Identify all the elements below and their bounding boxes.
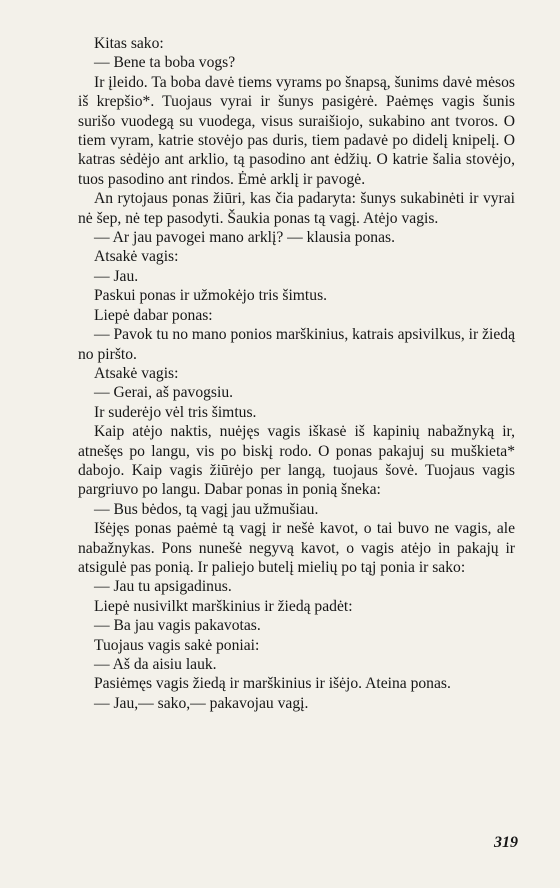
paragraph: — Jau,— sako,— pakavojau vagį.	[94, 694, 309, 712]
page-number: 319	[494, 834, 518, 851]
paragraph: Atsakė vagis:	[94, 364, 179, 382]
paragraph: — Bene ta boba vogs?	[94, 54, 236, 72]
paragraph: — Bus bėdos, tą vagį jau užmušiau.	[94, 500, 319, 518]
paragraph: Liepė dabar ponas:	[94, 306, 213, 324]
paragraph: Ir įleido. Ta boba davė tiems vyrams po šnapsą, šunims davė mėsos iš krepšio*. Tuojaus vyrai ir šunys pasigėrė. Paėmęs vagis šunis surišo vuodegą su vuodega, visus suraišiojo, sukabino ant tvoros. O tiem vyram, katrie stovėjo pas duris, tiem padavė po didelį knipelį. O katras sėdėjo ant arklio, tą pasodino ant ėdžių. O katrie šalia stovėjo, tuos pasodino ant rindos. Ėmė arklį ir pavogė.	[78, 73, 515, 188]
paragraph: Liepė nusivilkt marškinius ir žiedą padėt:	[94, 597, 353, 615]
paragraph: Atsakė vagis:	[94, 248, 179, 266]
paragraph: Ir suderėjo vėl tris šimtus.	[94, 403, 257, 421]
paragraph: — Aš da aisiu lauk.	[94, 656, 217, 673]
paragraph: An rytojaus ponas žiūri, kas čia padaryta: šunys sukabinėti ir vyrai nė šep, nė tep pasodyti. Šaukia ponas tą vagį. Atėjo vagis.	[78, 190, 515, 227]
paragraph: — Jau.	[94, 267, 139, 285]
body-text	[78, 34, 515, 713]
paragraph: — Ar jau pavogei mano arklį? — klausia ponas.	[94, 229, 395, 247]
paragraph: — Jau tu apsigadinus.	[94, 578, 232, 596]
paragraph: — Gerai, aš pavogsiu.	[94, 384, 234, 402]
paragraph: Kitas sako:	[94, 35, 164, 52]
paragraph: — Pavok tu no mano ponios marškinius, katrais apsivilkus, ir žiedą no piršto.	[78, 326, 515, 363]
paragraph: Tuojaus vagis sakė poniai:	[94, 636, 260, 654]
paragraph: — Ba jau vagis pakavotas.	[94, 617, 261, 635]
paragraph: Išėjęs ponas paėmė tą vagį ir nešė kavot, o tai buvo ne vagis, ale nabažnykas. Pons nunešė negyvą kavot, o vagis atėjo in pakajų ir atsigulė pas ponią. Ir paliejo butelį mielių po tąj ponia ir sako:	[78, 520, 515, 576]
paragraph: Paskui ponas ir užmokėjo tris šimtus.	[94, 287, 328, 305]
paragraph: Pasiėmęs vagis žiedą ir marškinius ir išėjo. Ateina ponas.	[94, 675, 451, 693]
paragraph: Kaip atėjo naktis, nuėjęs vagis iškasė iš kapinių nabažnyką ir, atnešęs po langu, vis po biskį rodo. O ponas pakajuj su muškieta* dabojo. Kaip vagis žiūrėjo per langą, tuojaus šovė. Tuojaus vagis pargriuvo po langu. Dabar ponas in ponią šneka:	[78, 423, 515, 499]
